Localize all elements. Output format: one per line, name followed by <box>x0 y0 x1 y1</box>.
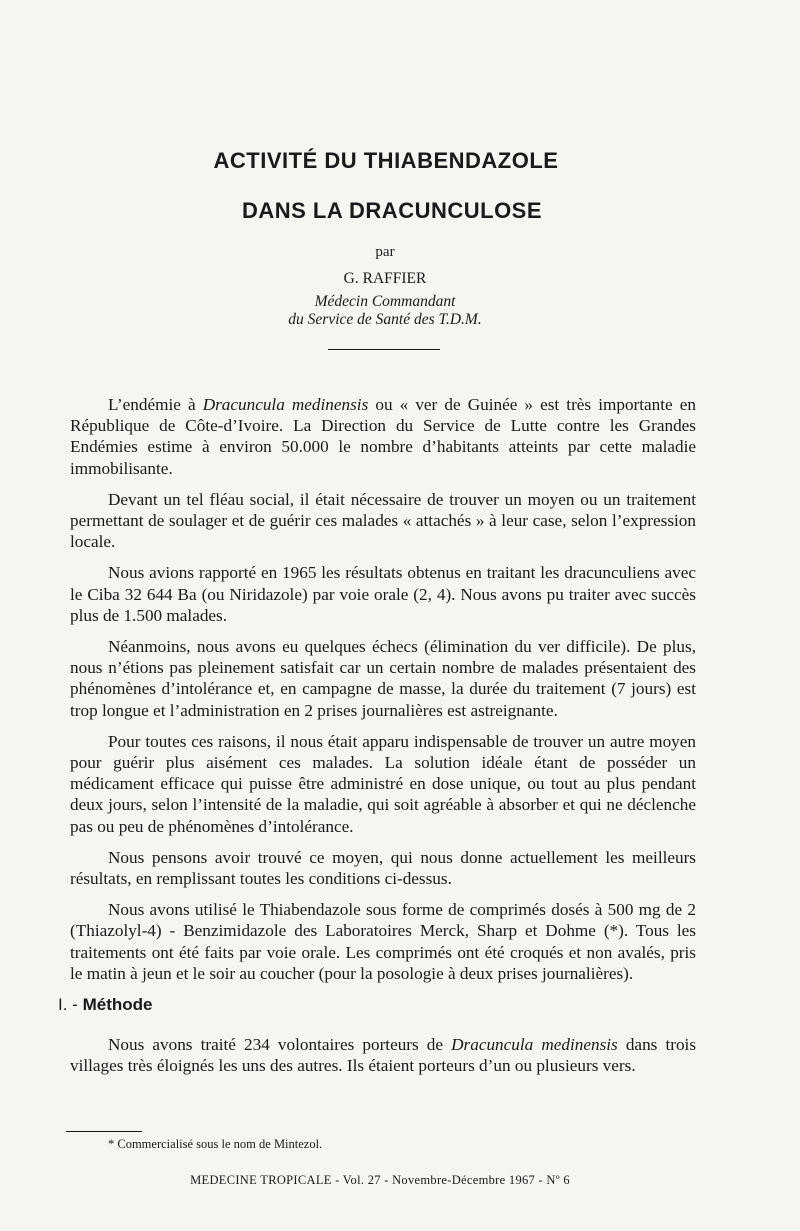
article-title-line-1: ACTIVITÉ DU THIABENDAZOLE <box>213 148 559 173</box>
section-number: I. - <box>58 995 78 1014</box>
author-role: Médecin Commandant <box>314 293 456 310</box>
intro-paragraph-2: Devant un tel fléau social, il était nécessaire de trouver un moyen ou un traitement permettant de soulager et de guérir ces malades « attachés » à leur case, selon l’expression locale. <box>70 489 696 552</box>
section-heading-methode <box>58 995 152 1015</box>
article-title-line-2: DANS LA DRACUNCULOSE <box>241 198 543 223</box>
footnote: * Commercialisé sous le nom de Mintezol. <box>108 1137 323 1151</box>
author-name: G. RAFFIER <box>343 270 427 287</box>
methode-p1-end: dans trois villages très éloignés les uns des autres. Ils étaient porteurs d’un ou plusieurs vers. <box>70 1035 697 1076</box>
intro-paragraph-7: Nous avons utilisé le Thiabendazole sous forme de comprimés dosés à 500 mg de 2 (Thiazolyl-4) - Benzimidazole des Laboratoires Merck, Sharp et Dohme (*). Tous les traitements ont été faits par voie orale. Les comprimés ont été croqués et non avalés, pris le matin à jeun et le soir au coucher (pour la posologie à deux prises journalières). <box>70 900 696 983</box>
intro-paragraph-6: Nous pensons avoir trouvé ce moyen, qui nous donne actuellement les meilleurs résultats, en remplissant toutes les conditions ci-dessus. <box>70 847 696 889</box>
intro-paragraph-5: Pour toutes ces raisons, il nous était apparu indispensable de trouver un autre moyen pour guérir plus aisément ces malades. La solution idéale étant de posséder un médicament efficace qui puisse être administré en dose unique, ou tout au plus pendant deux jours, selon l’intensité de la maladie, qui soit agréable à absorber et qui ne déclenche pas ou peu de phénomènes d’intolérance. <box>70 731 696 836</box>
methode-p1-start: Nous avons traité 234 volontaires porteurs de <box>108 1035 452 1054</box>
author-service: du Service de Santé des T.D.M. <box>288 311 482 328</box>
journal-footer: MEDECINE TROPICALE - Vol. 27 - Novembre-Décembre 1967 - Nº 6 <box>190 1173 570 1187</box>
byline-par: par <box>375 244 395 260</box>
methode-section <box>70 1034 696 1076</box>
species-name: Dracuncula medinensis <box>202 395 369 414</box>
intro-p1-end: ou « ver de Guinée » est très importante en République de Côte-d’Ivoire. La Direction du Service de Lutte contre les Grandes Endémies estime à environ 50.000 le nombre d’habitants atteints par cette maladie immobilisante. <box>70 395 696 478</box>
methode-paragraph-1 <box>70 1034 696 1076</box>
intro-paragraph-4: Néanmoins, nous avons eu quelques échecs (élimination du ver difficile). De plus, nous n’étions pas pleinement satisfait car un certain nombre de malades présentaient des phénomènes d’intolérance et, en campagne de masse, la durée du traitement (7 jours) est trop longue et l’administration en 2 prises journalières est astreignante. <box>70 637 696 720</box>
intro-p1-start: L’endémie à <box>108 395 203 414</box>
footnote-divider <box>66 1131 142 1132</box>
intro-paragraph-1 <box>70 394 696 479</box>
intro-paragraph-3: Nous avions rapporté en 1965 les résultats obtenus en traitant les dracunculiens avec le Ciba 32 644 Ba (ou Niridazole) par voie orale (2, 4). Nous avons pu traiter avec succès plus de 1.500 malades. <box>70 563 696 625</box>
title-divider <box>328 349 440 350</box>
introduction <box>70 394 696 994</box>
species-name-methode: Dracuncula medinensis <box>451 1035 618 1054</box>
section-name: Méthode <box>82 995 153 1014</box>
